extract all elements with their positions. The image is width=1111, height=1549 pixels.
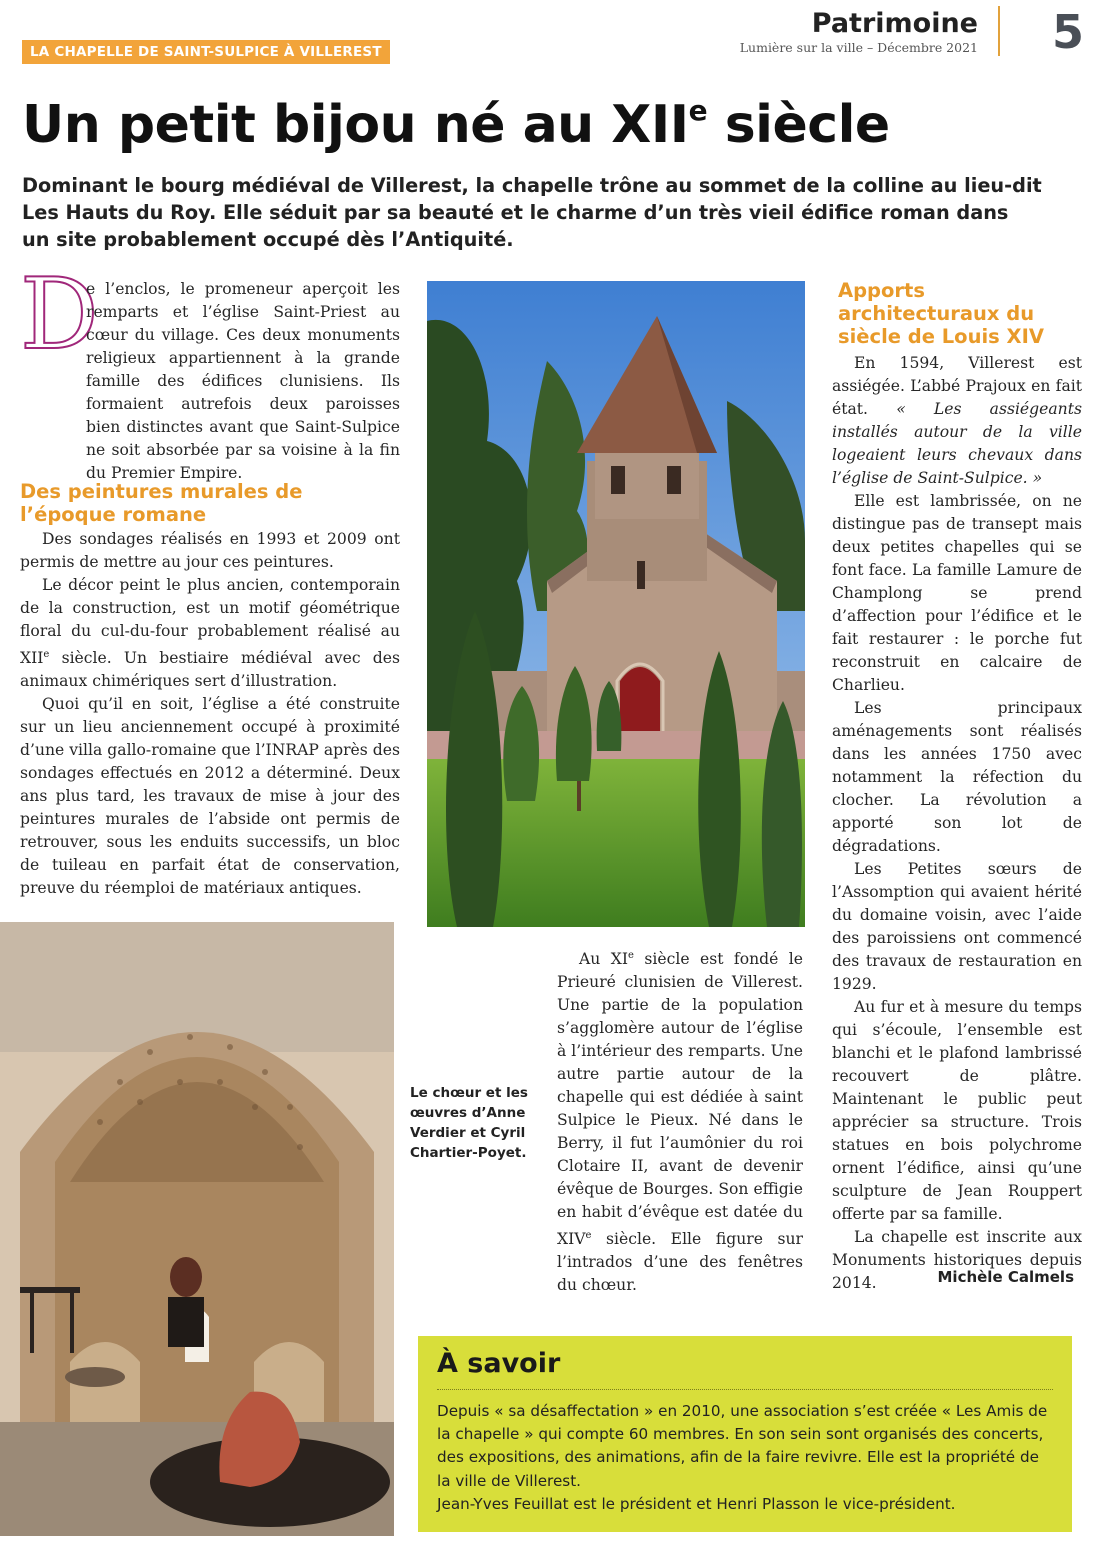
lead-paragraph: Dominant le bourg médiéval de Villerest, la chapelle trône au sommet de la colline au lieu-dit Les Hauts du Roy. Elle séduit par sa beauté et le charme d’un très vieil édifice roman dans un site probablement occupé dès l’Antiquité. — [22, 174, 1042, 251]
rubric-title: Patrimoine — [811, 8, 978, 39]
paragraph: Les principaux aménagements sont réalisés dans les années 1750 avec notamment la réfection du clocher. La révolution a apporté son lot de dégradations. — [832, 699, 1082, 855]
intro-paragraph: e l’enclos, le promeneur aperçoit les remparts et l’église Saint-Priest au cœur du village. Ces deux monuments religieux appartiennent à la grande famille des édifices clunisiens. Ils formaient autrefois deux paroisses bien distinctes avant que Saint-Sulpice ne soit absorbée par sa voisine à la fin du Premier Empire. — [86, 280, 400, 482]
headline-text-end: siècle — [707, 95, 890, 155]
paragraph — [832, 352, 1082, 490]
header-divider — [998, 6, 1000, 56]
info-box-rule — [437, 1389, 1053, 1390]
paragraph — [20, 574, 400, 693]
drop-cap: D — [20, 258, 99, 372]
text-run: siècle. Un bestiaire médiéval avec des animaux chimériques sert d’illustration. — [20, 649, 400, 691]
paragraph: Des sondages réalisés en 1993 et 2009 ont permis de mettre au jour ces peintures. — [20, 530, 400, 571]
chapel-exterior-photo — [427, 281, 805, 927]
history-text — [557, 944, 803, 1297]
issue-line: Lumière sur la ville – Décembre 2021 — [739, 40, 978, 55]
info-box-title: À savoir — [437, 1348, 561, 1379]
info-box-paragraph: Depuis « sa désaffectation » en 2010, une association s’est créée « Les Amis de la chapelle » qui compte 60 membres. En son sein sont organisés des concerts, des expositions, des animations, afin de la faire revivre. Elle est la propriété de la ville de Villerest. — [437, 1402, 1048, 1490]
paragraph: Les Petites sœurs de l’Assomption qui avaient hérité du domaine voisin, avec l’aide des paroissiens ont commencé des travaux de restauration en 1929. — [832, 860, 1082, 993]
text-run: siècle est fondé le Prieuré clunisien de Villerest. Une partie de la population s’agglomère autour de l’église à l’intérieur des remparts. Une autre partie autour de la chapelle qui est dédiée à saint Sulpice le Pieux. Né dans le Berry, il fut l’aumônier du roi Clotaire II, avant de devenir évêque de Bourges. Son effigie en habit d’évêque est datée du XIV — [557, 950, 803, 1249]
chapel-choir-photo — [0, 922, 394, 1536]
murals-text — [20, 528, 400, 900]
headline — [22, 78, 1082, 158]
paragraph: Au fur et à mesure du temps qui s’écoule, l’ensemble est blanchi et le plafond lambrissé recouvert de plâtre. Maintenant le public peut apprécier sa structure. Trois statues en bois polychrome ornent l’édifice, ainsi qu’une sculpture de Jean Rouppert offerte par sa famille. — [832, 998, 1082, 1223]
paragraph: Elle est lambrissée, on ne distingue pas de transept mais deux petites chapelles qui se font face. La famille Lamure de Champlong se prend d’affection pour l’édifice et le fait restaurer : le porche fut reconstruit en calcaire de Charlieu. — [832, 492, 1082, 694]
text-sup: e — [43, 649, 50, 660]
paragraph — [557, 944, 803, 1297]
author-byline: Michèle Calmels — [937, 1268, 1074, 1286]
text-run: Au XI — [579, 950, 629, 969]
info-box-paragraph: Jean-Yves Feuillat est le président et Henri Plasson le vice-président. — [437, 1494, 956, 1513]
text-run: siècle. Elle figure sur l’intrados d’une des fenêtres du chœur. — [557, 1230, 803, 1295]
text-run: En 1594, Villerest est assiégée. L’abbé Prajoux en fait état. — [832, 354, 1082, 418]
quotation: « Les assiégeants installés autour de la ville logeaient leurs chevaux dans l’église de Saint-Sulpice. » — [832, 400, 1082, 487]
subheading-murals: Des peintures murales de l’époque romane — [20, 480, 303, 526]
architecture-text — [832, 352, 1082, 1295]
text-run: Le décor peint le plus ancien, contemporain de la construction, est un motif géométrique floral du cul-du-four probablement réalisé au XII — [20, 576, 400, 668]
intro-text — [20, 278, 400, 485]
photo-caption: Le chœur et les œuvres d’Anne Verdier et Cyril Chartier-Poyet. — [410, 1085, 528, 1161]
text-sup: e — [628, 950, 634, 961]
headline-text: Un petit bijou né au XII — [22, 95, 689, 155]
rubric — [700, 8, 978, 56]
subheading-louis-xiv: Apports architecturaux du siècle de Louis XIV — [838, 279, 1044, 348]
paragraph: La chapelle est inscrite aux Monuments historiques depuis 2014. — [832, 1228, 1082, 1292]
paragraph: Quoi qu’il en soit, l’église a été construite sur un lieu anciennement occupé à proximité d’une villa gallo-romaine que l’INRAP après des sondages effectués en 2012 a déterminé. Deux ans plus tard, les travaux de mise à jour des peintures murales de l’abside ont permis de retrouver, sous les enduits successifs, un bloc de tuileau en parfait état de conservation, preuve du réemploi de matériaux antiques. — [20, 695, 400, 898]
section-kicker: LA CHAPELLE DE SAINT-SULPICE À VILLEREST — [22, 40, 390, 64]
page-number: 5 — [1052, 5, 1085, 59]
headline-sup: e — [688, 94, 708, 127]
info-box-text — [437, 1400, 1057, 1516]
text-sup: e — [585, 1230, 592, 1242]
